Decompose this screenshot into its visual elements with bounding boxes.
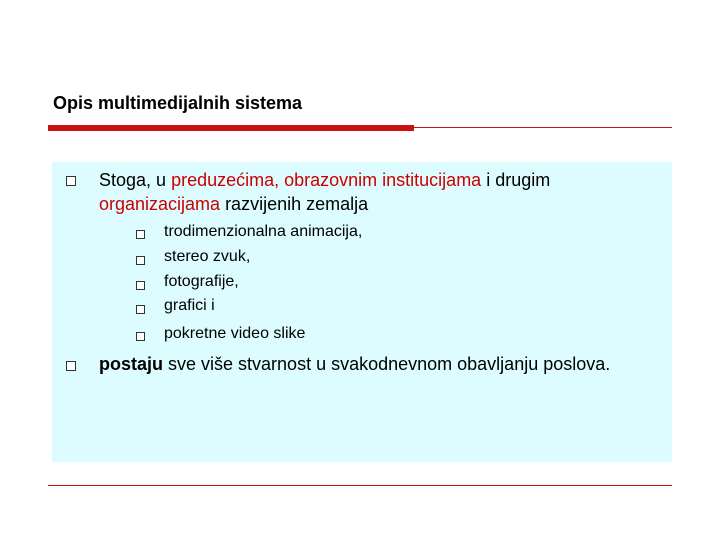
paragraph-conclusion xyxy=(99,352,619,376)
square-bullet-icon xyxy=(66,176,76,186)
square-bullet-icon xyxy=(136,332,145,341)
paragraph-intro xyxy=(99,168,659,216)
intro-highlight-2: organizacijama xyxy=(99,194,221,214)
square-bullet-icon xyxy=(136,305,145,314)
title-underline-thick xyxy=(48,125,414,131)
intro-text-2: i drugim xyxy=(481,170,551,190)
footer-divider xyxy=(48,485,672,486)
list-item: stereo zvuk, xyxy=(164,248,251,265)
list-item: grafici i xyxy=(164,297,215,314)
square-bullet-icon xyxy=(136,256,145,265)
square-bullet-icon xyxy=(66,361,76,371)
slide-title: Opis multimedijalnih sistema xyxy=(53,93,303,113)
intro-highlight-1: preduzećima, obrazovnim institucijama xyxy=(171,170,482,190)
list-item: fotografije, xyxy=(164,273,239,290)
conclusion-bold: postaju xyxy=(99,354,164,374)
square-bullet-icon xyxy=(136,281,145,290)
intro-text-1: Stoga, u xyxy=(99,170,172,190)
title-underline-thin xyxy=(414,127,672,128)
conclusion-text: sve više stvarnost u svakodnevnom obavljanju poslova. xyxy=(163,354,611,374)
list-item: trodimenzionalna animacija, xyxy=(164,223,363,240)
intro-text-3: razvijenih zemalja xyxy=(220,194,369,214)
list-item: pokretne video slike xyxy=(164,325,306,342)
square-bullet-icon xyxy=(136,230,145,239)
